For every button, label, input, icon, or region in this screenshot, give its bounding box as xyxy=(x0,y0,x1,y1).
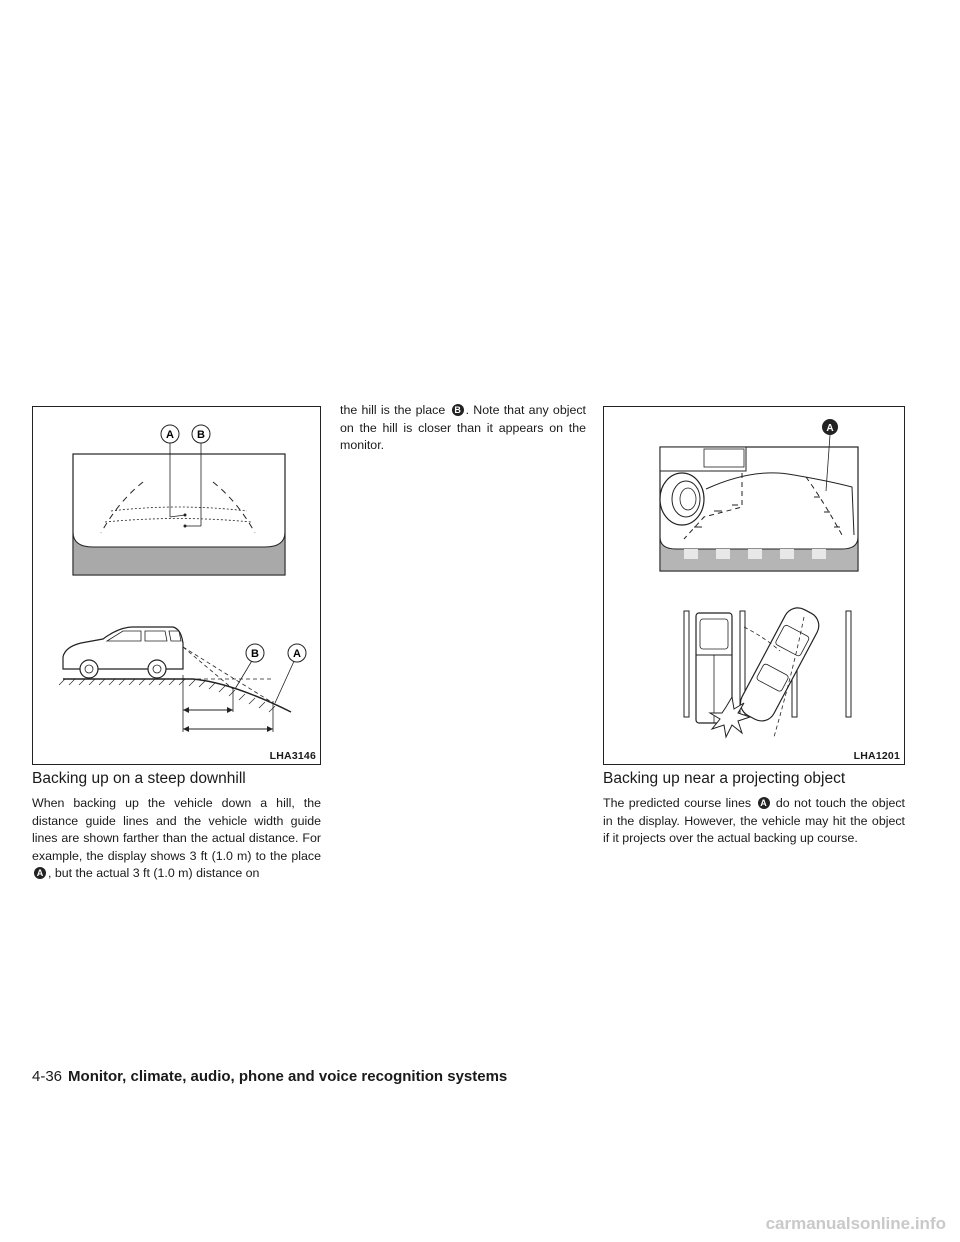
callout-b-label-side: B xyxy=(251,648,259,660)
callout-a-badge: A xyxy=(34,867,46,879)
callout-b-badge: B xyxy=(452,404,464,416)
paragraph-text: The predicted course lines xyxy=(603,796,756,810)
downhill-illustration xyxy=(33,407,322,766)
paragraph-projecting xyxy=(603,795,905,848)
callout-a-label-side: A xyxy=(293,648,301,660)
figure-code: LHA1201 xyxy=(853,750,900,762)
watermark: carmanualsonline.info xyxy=(765,1214,946,1233)
paragraph-downhill xyxy=(32,795,321,883)
paragraph-text: do not touch the object in the display. However, the vehicle may hit the object if it projects over the actual backing up course. xyxy=(603,796,905,845)
page-number: 4-36 xyxy=(32,1068,63,1085)
page-footer xyxy=(32,1068,507,1085)
chapter-title: Monitor, climate, audio, phone and voice recognition systems xyxy=(68,1068,508,1085)
callout-a-label: A xyxy=(166,429,174,441)
paragraph-text: . Note that any object on the hill is closer than it appears on the monitor. xyxy=(340,403,586,452)
paragraph-text: When backing up the vehicle down a hill, the distance guide lines and the vehicle width guide lines are shown farther than the actual distance. For example, the display shows 3 ft (1.0 m) to the place xyxy=(32,796,321,863)
figure-steep-downhill xyxy=(32,406,321,765)
paragraph-text: the hill is the place xyxy=(340,403,450,417)
figure-code: LHA3146 xyxy=(269,750,316,762)
callout-b-label: B xyxy=(197,429,205,441)
paragraph-text: , but the actual 3 ft (1.0 m) distance on xyxy=(48,866,260,880)
callout-a-badge: A xyxy=(758,797,770,809)
callout-a-label: A xyxy=(826,423,834,434)
projecting-object-illustration xyxy=(604,407,906,766)
section-heading-projecting: Backing up near a projecting object xyxy=(603,770,846,787)
section-heading-downhill: Backing up on a steep downhill xyxy=(32,770,246,787)
paragraph-downhill-continued xyxy=(340,402,586,455)
figure-projecting-object xyxy=(603,406,905,765)
